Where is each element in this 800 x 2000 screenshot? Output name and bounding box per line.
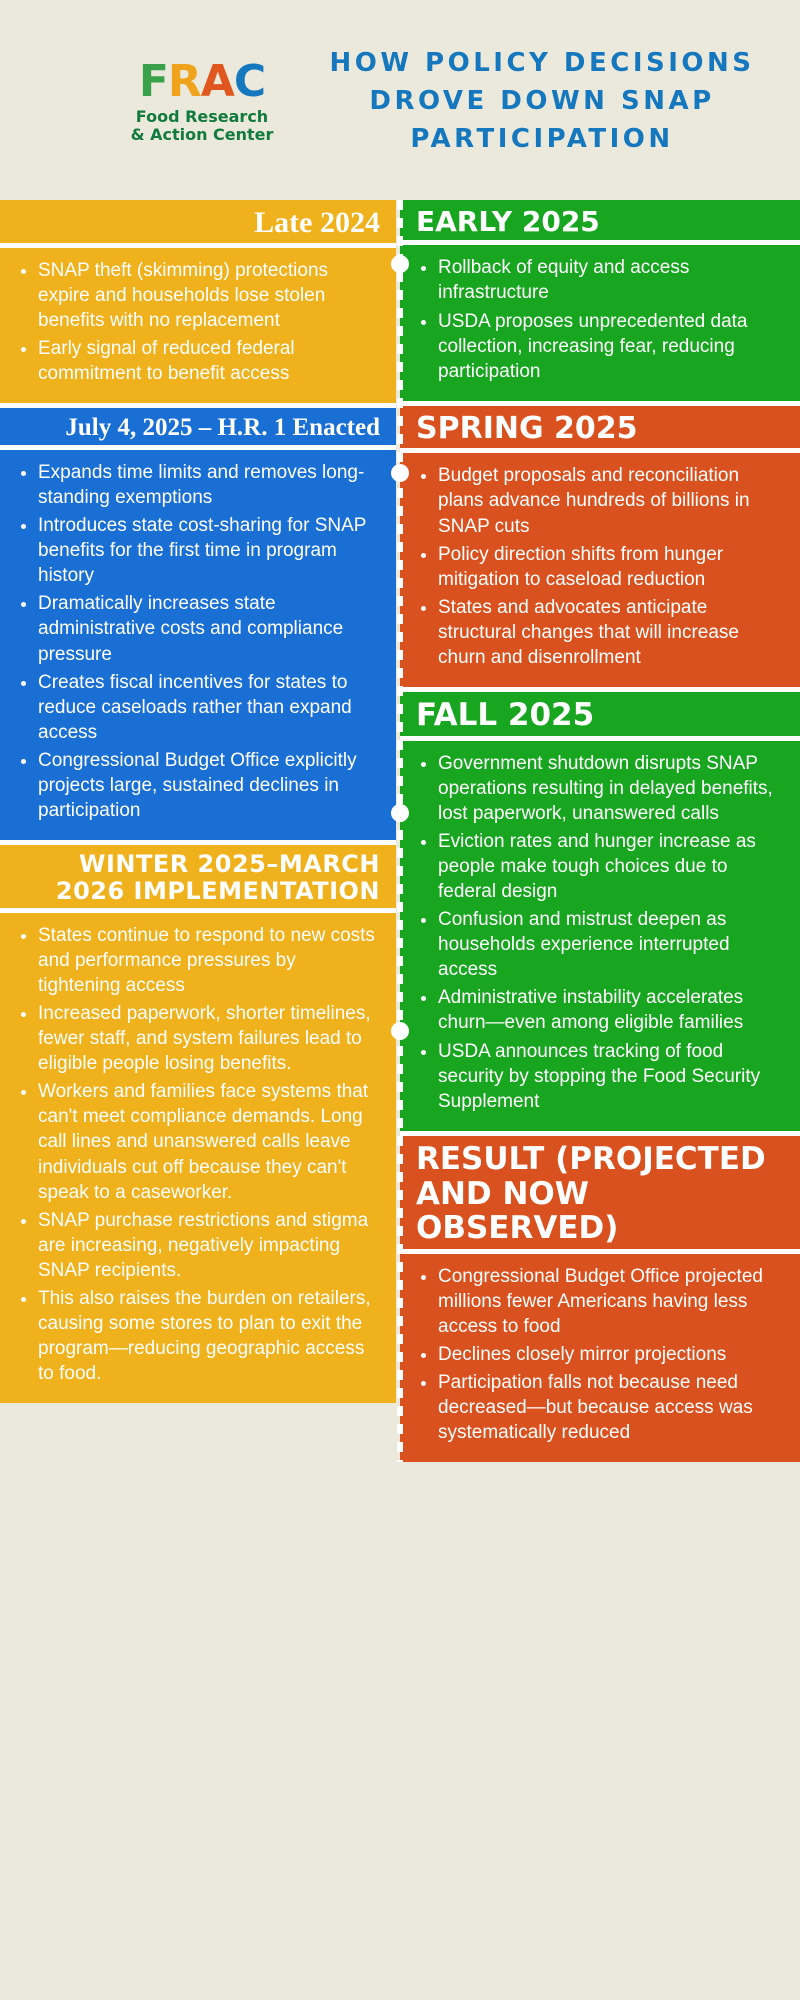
section-heading: July 4, 2025 – H.R. 1 Enacted — [65, 413, 380, 441]
section-body — [400, 741, 800, 1131]
list-item: • SNAP theft (skimming) protections expire and households lose stolen benefits with no replacement — [38, 258, 378, 333]
logo-letter-a: A — [200, 55, 234, 107]
list-item: • Creates fiscal incentives for states to reduce caseloads rather than expand access — [38, 670, 378, 745]
logo-subtitle-line1: Food Research — [135, 106, 269, 126]
list-item: • Introduces state cost-sharing for SNAP benefits for the first time in program history — [38, 513, 378, 588]
section-heading-band — [400, 1136, 800, 1254]
list-item: • Expands time limits and removes long-standing exemptions — [38, 460, 378, 510]
bullet-list — [18, 258, 378, 386]
section-fall-2025 — [400, 692, 800, 1131]
section-body — [400, 453, 800, 687]
list-item: • Government shutdown disrupts SNAP operations resulting in delayed benefits, lost paperwork, unanswered calls — [438, 751, 782, 826]
section-heading: RESULT (PROJECTED AND NOW OBSERVED) — [416, 1140, 766, 1247]
list-item: • States continue to respond to new costs and performance pressures by tightening access — [38, 923, 378, 998]
section-body — [400, 1254, 800, 1463]
section-july-2025 — [0, 408, 396, 840]
list-item: • Early signal of reduced federal commitment to benefit access — [38, 336, 378, 386]
bullet-list — [18, 923, 378, 1386]
section-body — [0, 450, 396, 840]
section-result — [400, 1136, 800, 1463]
logo-wordmark — [92, 55, 312, 107]
section-heading: Late 2024 — [254, 206, 380, 239]
section-spring-2025 — [400, 406, 800, 687]
timeline-columns — [0, 200, 800, 1462]
section-heading: WINTER 2025–MARCH 2026 IMPLEMENTATION — [55, 850, 380, 905]
list-item: • Dramatically increases state administrative costs and compliance pressure — [38, 591, 378, 666]
list-item: • Administrative instability accelerates churn—even among eligible families — [438, 985, 782, 1035]
logo-letter-r: R — [167, 55, 201, 107]
logo-letter-f: F — [138, 55, 168, 107]
section-body — [0, 248, 396, 403]
section-heading-band — [0, 408, 396, 450]
section-winter-2025 — [0, 845, 396, 1403]
bullet-list — [418, 463, 782, 670]
list-item: • Participation falls not because need decreased—but because access was systematically reduced — [438, 1370, 782, 1445]
section-heading-band — [400, 692, 800, 741]
bullet-list — [18, 460, 378, 823]
list-item: • USDA proposes unprecedented data collection, increasing fear, reducing participation — [438, 309, 782, 384]
bullet-list — [418, 255, 782, 383]
list-item: • Eviction rates and hunger increase as people make tough choices due to federal design — [438, 829, 782, 904]
list-item: • States and advocates anticipate structural changes that will increase churn and disenrollment — [438, 595, 782, 670]
section-heading-band — [400, 406, 800, 454]
timeline-node — [391, 804, 409, 822]
section-heading-band — [0, 200, 396, 248]
list-item: • USDA announces tracking of food security by stopping the Food Security Supplement — [438, 1039, 782, 1114]
list-item: • Confusion and mistrust deepen as households experience interrupted access — [438, 907, 782, 982]
section-body — [0, 913, 396, 1403]
frac-logo — [22, 55, 312, 145]
section-heading: EARLY 2025 — [416, 205, 600, 238]
list-item: • Declines closely mirror projections — [438, 1342, 782, 1367]
section-heading-band — [0, 845, 396, 913]
bullet-list — [418, 1264, 782, 1446]
left-column — [0, 200, 400, 1403]
bullet-list — [418, 751, 782, 1114]
list-item: • Rollback of equity and access infrastructure — [438, 255, 782, 305]
section-heading: FALL 2025 — [416, 696, 595, 733]
section-heading: SPRING 2025 — [416, 410, 638, 446]
timeline-node — [391, 1022, 409, 1040]
logo-subtitle-line2: & Action Center — [130, 125, 274, 144]
timeline-spine — [397, 200, 403, 1462]
list-item: • Congressional Budget Office projected millions fewer Americans having less access to food — [438, 1264, 782, 1339]
list-item: • SNAP purchase restrictions and stigma are increasing, negatively impacting SNAP recipients. — [38, 1208, 378, 1283]
list-item: • This also raises the burden on retailers, causing some stores to plan to exit the program—reducing geographic access to food. — [38, 1286, 378, 1386]
section-early-2025 — [400, 200, 800, 401]
right-column — [400, 200, 800, 1462]
section-heading-band — [400, 200, 800, 245]
list-item: • Policy direction shifts from hunger mitigation to caseload reduction — [438, 542, 782, 592]
list-item: • Workers and families face systems that can't meet compliance demands. Long call lines and unanswered calls leave individuals cut off because they can't speak to a caseworker. — [38, 1079, 378, 1204]
list-item: • Congressional Budget Office explicitly projects large, sustained declines in participation — [38, 748, 378, 823]
section-body — [400, 245, 800, 400]
page-title: HOW POLICY DECISIONS DROVE DOWN SNAP PARTICIPATION — [329, 48, 755, 154]
logo-letter-c: C — [233, 55, 266, 107]
list-item: • Budget proposals and reconciliation plans advance hundreds of billions in SNAP cuts — [438, 463, 782, 538]
header — [0, 0, 800, 200]
logo-subtitle — [92, 108, 312, 145]
list-item: • Increased paperwork, shorter timelines, fewer staff, and system failures lead to eligible people losing benefits. — [38, 1001, 378, 1076]
timeline-node — [391, 255, 409, 273]
section-late-2024 — [0, 200, 396, 403]
timeline-node — [391, 464, 409, 482]
